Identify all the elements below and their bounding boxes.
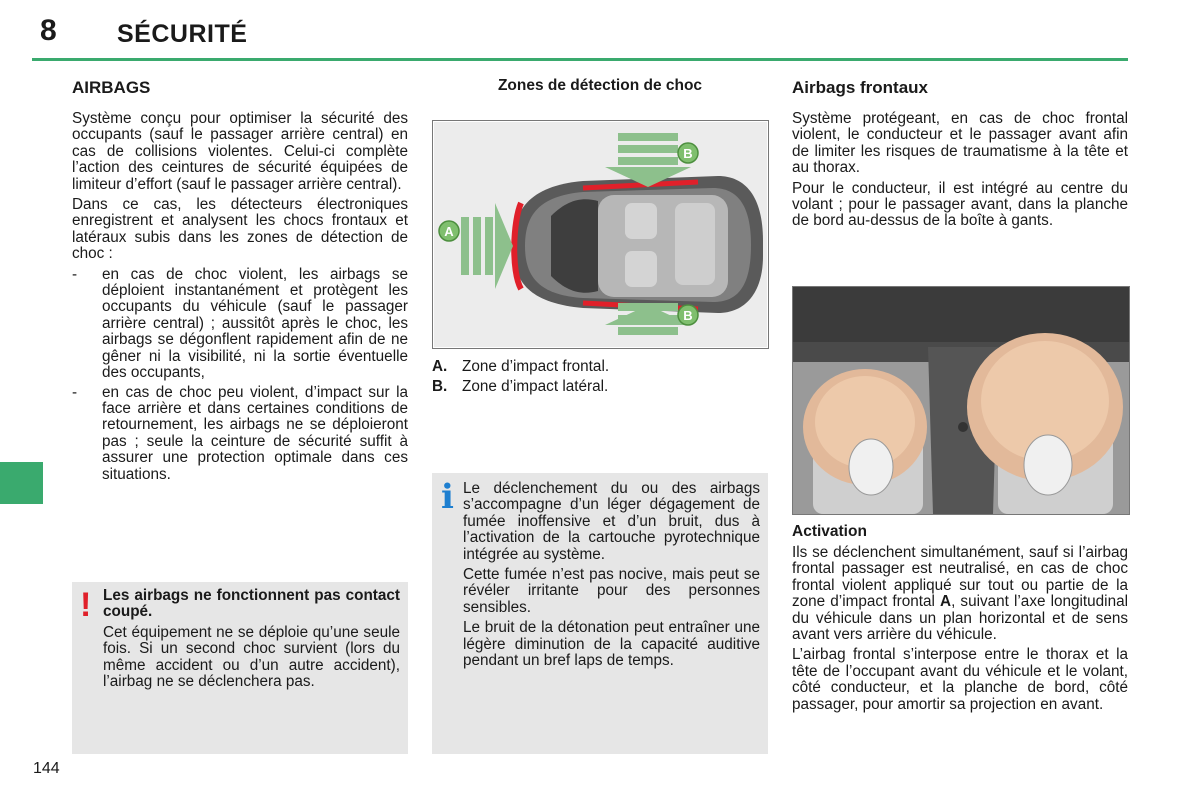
page-number: 144	[33, 760, 60, 777]
label-b-bottom: B	[683, 308, 693, 323]
info-para: Cette fumée n’est pas nocive, mais peut se révéler irritante pour des personnes sensibles.	[463, 566, 760, 616]
impact-zones-diagram	[432, 120, 769, 349]
frontal-para: Pour le conducteur, il est intégré au centre du volant ; pour le passager avant, dans la planche de bord au-dessus de la boîte à gants.	[792, 179, 1128, 230]
warning-body: Cet équipement ne se déploie qu’une seule fois. Si un second choc survient (lors du même accident ou d’un autre accident), l’airbag ne se déclenchera pas.	[103, 623, 400, 691]
warning-text	[103, 588, 400, 694]
bullet-dash: -	[72, 265, 78, 283]
warning-icon: !	[80, 586, 92, 624]
info-text	[463, 481, 760, 673]
frontal-airbags-text	[792, 111, 1128, 234]
chapter-title: SÉCURITÉ	[117, 20, 248, 48]
info-para: Le bruit de la détonation peut entraîner une légère diminution de la capacité auditive pendant un bref laps de temps.	[463, 619, 760, 670]
chapter-side-tab	[0, 462, 43, 504]
warning-title: Les airbags ne fonctionnent pas contact coupé.	[103, 587, 400, 621]
bullet-text: en cas de choc peu violent, d’impact sur la face arrière et dans certaines conditions de retournement, les airbags ne se déploieront pas ; seule la ceinture de sécurité suffit à assurer une protection optimale dans ces situations.	[102, 383, 408, 483]
caption-key: A.	[432, 358, 448, 375]
list-item	[72, 267, 408, 382]
airbags-heading: AIRBAGS	[72, 78, 151, 97]
zone-ref-a: A	[940, 593, 952, 611]
caption-text: Zone d’impact latéral.	[462, 378, 609, 395]
chapter-number: 8	[40, 14, 57, 47]
activation-para	[792, 545, 1128, 643]
frontal-airbags-heading: Airbags frontaux	[792, 78, 929, 97]
info-icon: i	[441, 477, 454, 517]
activation-text-part: Ils se déclenchent simultanément, sauf si l’airbag frontal passager est neutralisé, en cas de choc frontal violent appliqué sur tout ou partie de la zone d’impact frontal	[792, 544, 1128, 611]
activation-heading: Activation	[792, 523, 867, 540]
activation-text	[792, 545, 1128, 717]
caption-a	[432, 357, 768, 377]
activation-para: L’airbag frontal s’interpose entre le thorax et la tête de l’occupant avant du véhicule et le volant, côté conducteur, et la planche de bord, côté passager, pour amortir sa projection en avant.	[792, 646, 1128, 713]
zones-captions	[432, 357, 768, 397]
info-para: Le déclenchement du ou des airbags s’accompagne d’un léger dégagement de fumée inoffensive et d’un bruit, dus à l’activation de la cartouche pyrotechnique intégrée au système.	[463, 480, 760, 563]
caption-key: B.	[432, 378, 448, 395]
info-box	[432, 473, 768, 754]
label-b-top: B	[683, 146, 693, 161]
airbags-intro: Système conçu pour optimiser la sécurité des occupants (sauf le passager arrière central) en cas de collisions violentes. Celui-ci complète l’action des ceintures de sécurité équipées de limiteur d’effort (sauf le passager arrière central).	[72, 110, 408, 193]
bullet-text: en cas de choc violent, les airbags se déploient instantanément et protègent les occupants du véhicule (sauf le passager arrière central) ; aussitôt après le choc, les airbags se dégonflent rapidement afin de ne gêner ni la visibilité, ni la sortie éventuelle des occupants,	[102, 265, 408, 382]
caption-b	[432, 377, 768, 397]
header-rule	[32, 58, 1128, 61]
deployed-airbags-image	[793, 287, 1129, 514]
zones-heading: Zones de détection de choc	[497, 77, 703, 94]
label-a: A	[444, 224, 454, 239]
frontal-airbags-illustration	[792, 286, 1130, 515]
airbags-text	[72, 111, 408, 486]
airbags-detection-para: Dans ce cas, les détecteurs électroniques enregistrent et analysent les chocs frontaux et latéraux subis dans les zones de détection de choc :	[72, 196, 408, 263]
list-item	[72, 385, 408, 483]
warning-box	[72, 582, 408, 754]
frontal-para: Système protégeant, en cas de choc frontal violent, le conducteur et le passager avant afin de limiter les risques de traumatisme à la tête et au thorax.	[792, 110, 1128, 177]
caption-text: Zone d’impact frontal.	[462, 358, 610, 375]
bullet-dash: -	[72, 383, 78, 401]
activation-text-part: , suivant l’axe longitudinal du véhicule dans un plan horizontal et de sens avant vers arrière du véhicule.	[792, 593, 1128, 644]
car-top-view-illustration	[433, 121, 768, 348]
